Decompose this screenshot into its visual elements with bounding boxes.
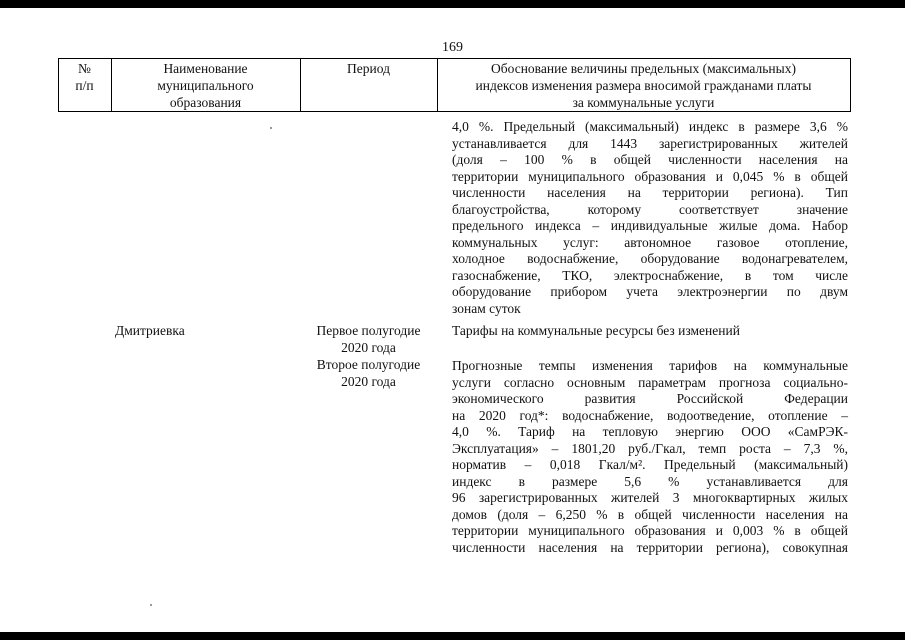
header-col-number (58, 60, 111, 94)
period-second-half-paragraph (452, 358, 848, 556)
period-line: 2020 года (341, 373, 396, 389)
scan-speck (150, 604, 152, 606)
text-line: 96 зарегистрированных жителей 3 многоквартирных жилых (452, 490, 848, 505)
text-line: индекс в размере 5,6 % устанавливается для (452, 473, 848, 489)
text-line: норматив – 0,018 Гкал/м². Предельный (максимальный) (452, 457, 848, 472)
text-line: 4,0 %. Тариф на тепловую энергию ООО «СамРЭК- (452, 424, 848, 439)
page-number: 169 (442, 40, 463, 55)
period-line: Первое полугодие (316, 323, 421, 338)
text-line: услуги согласно основным параметрам прогноза социально- (452, 374, 848, 390)
period-line: 2020 года (341, 339, 396, 355)
text-line: коммунальных услуг: автономное газовое отопление, (452, 234, 848, 250)
period-second-half (300, 357, 437, 390)
text-line: домов (доля – 6,250 % в общей численности населения на (452, 506, 848, 522)
header-col-justification (437, 60, 850, 111)
scan-speck (270, 127, 272, 129)
period-first-half (300, 323, 437, 356)
header-text-line: муниципального (157, 78, 254, 93)
text-line: численности населения на территории региона). Тип (452, 185, 848, 200)
text-line: Эксплуатация» – 1801,20 руб./Гкал, темп роста – 7,3 %, (452, 440, 848, 456)
text-line: устанавливается для 1443 зарегистрированных жителей (452, 135, 848, 151)
text-line: оборудование прибором учета электроэнергии по двум (452, 284, 848, 299)
period-line: Второе полугодие (316, 357, 421, 372)
text-line: холодное водоснабжение, оборудование водонагревателем, (452, 251, 848, 266)
text-line: численности населения на территории региона), совокупная (452, 539, 848, 555)
header-text-line: индексов изменения размера вносимой гражданами платы (475, 78, 812, 93)
header-col-municipality (111, 60, 300, 111)
text-line: 4,0 %. Предельный (максимальный) индекс в размере 3,6 % (452, 119, 848, 134)
text-line: предельного индекса – индивидуальные жилые дома. Набор (452, 218, 848, 233)
period-first-half-text: Тарифы на коммунальные ресурсы без изменений (452, 323, 740, 338)
header-text-line: Наименование (163, 61, 248, 76)
text-line: территории муниципального образования и 0,045 % в общей (452, 168, 848, 184)
header-text-line: образования (169, 95, 242, 110)
text-line: на 2020 год*: водоснабжение, водоотведение, отопление – (452, 407, 848, 423)
text-line: территории муниципального образования и 0,003 % в общей (452, 523, 848, 538)
table-header-top-border (58, 58, 851, 59)
text-line: экономического развития Российской Федерации (452, 391, 848, 406)
table-header-bottom-border (58, 111, 851, 112)
header-text-line: № (78, 61, 91, 76)
text-line: газоснабжение, ТКО, электроснабжение, в том числе (452, 267, 848, 283)
top-scan-border (0, 0, 905, 8)
text-line: зонам суток (452, 300, 521, 316)
table-border-right (850, 58, 851, 112)
header-text-line: п/п (75, 78, 94, 93)
continuation-paragraph (452, 119, 848, 317)
municipality-name: Дмитриевка (115, 323, 185, 338)
bottom-scan-border (0, 632, 905, 640)
header-text-line: за коммунальные услуги (572, 95, 715, 110)
text-line: Прогнозные темпы изменения тарифов на коммунальные (452, 358, 848, 373)
header-text-line: Период (347, 61, 390, 76)
header-col-period (300, 60, 437, 77)
text-line: благоустройства, которому соответствует значение (452, 201, 848, 217)
header-text-line: Обоснование величины предельных (максимальных) (491, 61, 796, 76)
text-line: (доля – 100 % в общей численности населения на (452, 152, 848, 167)
